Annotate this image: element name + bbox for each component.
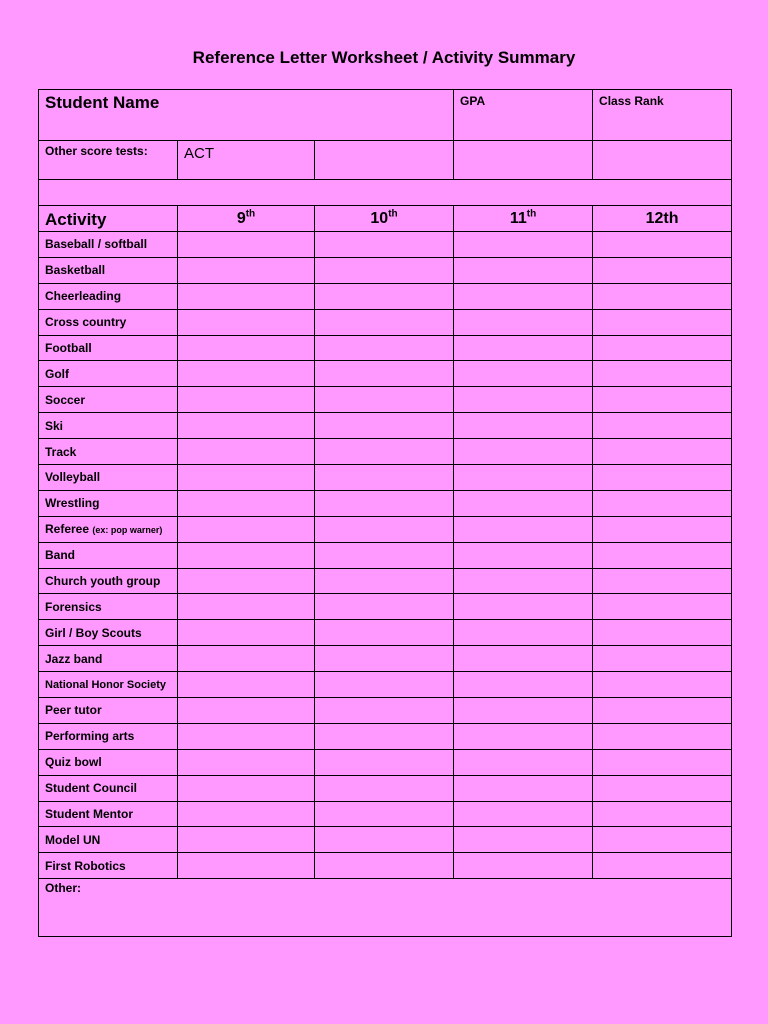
table-row (39, 232, 732, 258)
activity-name (39, 646, 178, 672)
class-rank-field[interactable] (593, 90, 732, 141)
test-scores-row (39, 141, 732, 180)
grade-cell[interactable] (315, 387, 454, 413)
grade-cell[interactable] (454, 801, 593, 827)
class-rank-label: Class Rank (599, 94, 664, 108)
activity-label: Jazz band (45, 651, 103, 666)
table-row (39, 723, 732, 749)
activity-name (39, 232, 178, 258)
activity-name (39, 490, 178, 516)
test-score-field[interactable] (454, 141, 593, 180)
grade-cell[interactable] (454, 387, 593, 413)
activity-name (39, 723, 178, 749)
page-title: Reference Letter Worksheet / Activity Summary (192, 48, 576, 67)
activity-name (39, 283, 178, 309)
activity-name (39, 361, 178, 387)
table-row (39, 749, 732, 775)
activity-label: Golf (45, 366, 69, 381)
grade-cell[interactable] (454, 542, 593, 568)
table-row (39, 490, 732, 516)
grade-cell[interactable] (454, 568, 593, 594)
activity-label: Wrestling (45, 496, 100, 511)
grade-cell[interactable] (315, 749, 454, 775)
grade-cell[interactable] (315, 620, 454, 646)
activity-name (39, 620, 178, 646)
grade-cell[interactable] (454, 335, 593, 361)
activity-column-header: Activity (39, 206, 178, 232)
table-row (39, 361, 732, 387)
activity-label: Model UN (45, 832, 101, 847)
grade-cell[interactable] (454, 309, 593, 335)
activity-label: Quiz bowl (45, 755, 102, 770)
grade-cell[interactable] (178, 361, 315, 387)
activity-label: Band (45, 548, 75, 563)
activity-name (39, 672, 178, 698)
grade-cell[interactable] (593, 646, 732, 672)
grade-cell[interactable] (593, 413, 732, 439)
activity-label: Girl / Boy Scouts (45, 625, 142, 640)
grade-cell[interactable] (454, 439, 593, 465)
grade-cell[interactable] (454, 232, 593, 258)
grade-cell[interactable] (593, 465, 732, 491)
grade-cell[interactable] (593, 801, 732, 827)
grade-header: 12th (593, 206, 732, 232)
activity-label: Cheerleading (45, 289, 122, 304)
grade-cell[interactable] (454, 723, 593, 749)
activity-label: Student Mentor (45, 807, 133, 822)
grade-header: 11th (454, 206, 593, 232)
activity-name (39, 387, 178, 413)
table-row (39, 801, 732, 827)
grade-cell[interactable] (593, 698, 732, 724)
activity-label: Baseball / softball (45, 237, 148, 252)
grade-cell[interactable] (593, 516, 732, 542)
blank-field[interactable] (39, 180, 732, 206)
grade-header-row (39, 206, 732, 232)
grade-cell[interactable] (454, 620, 593, 646)
grade-cell[interactable] (315, 646, 454, 672)
grade-cell[interactable] (178, 568, 315, 594)
grade-cell[interactable] (315, 698, 454, 724)
grade-cell[interactable] (454, 594, 593, 620)
grade-cell[interactable] (593, 749, 732, 775)
grade-cell[interactable] (178, 309, 315, 335)
activity-name (39, 465, 178, 491)
grade-cell[interactable] (315, 853, 454, 879)
activity-name (39, 542, 178, 568)
activity-label: Church youth group (45, 574, 161, 589)
grade-cell[interactable] (178, 646, 315, 672)
grade-cell[interactable] (178, 749, 315, 775)
activity-label: Cross country (45, 315, 127, 330)
grade-cell[interactable] (315, 439, 454, 465)
grade-cell[interactable] (178, 335, 315, 361)
activity-name (39, 309, 178, 335)
other-activities-row (39, 879, 732, 937)
grade-cell[interactable] (593, 594, 732, 620)
other-activities-field[interactable] (39, 879, 732, 937)
grade-cell[interactable] (593, 335, 732, 361)
grade-cell[interactable] (315, 309, 454, 335)
activity-label: Referee (45, 522, 90, 537)
grade-cell[interactable] (593, 827, 732, 853)
table-row (39, 568, 732, 594)
table-row (39, 698, 732, 724)
activity-name (39, 568, 178, 594)
grade-cell[interactable] (593, 490, 732, 516)
grade-cell[interactable] (178, 672, 315, 698)
grade-cell[interactable] (454, 257, 593, 283)
grade-cell[interactable] (315, 465, 454, 491)
activity-label: Track (45, 444, 77, 459)
table-row (39, 620, 732, 646)
grade-cell[interactable] (454, 672, 593, 698)
table-row (39, 309, 732, 335)
activity-label: Ski (45, 418, 64, 433)
activity-note: (ex: pop warner) (92, 525, 163, 536)
grade-cell[interactable] (178, 283, 315, 309)
grade-cell[interactable] (593, 361, 732, 387)
table-row (39, 335, 732, 361)
activity-name (39, 439, 178, 465)
spacer-row (39, 180, 732, 206)
grade-cell[interactable] (178, 232, 315, 258)
grade-cell[interactable] (593, 542, 732, 568)
grade-cell[interactable] (315, 232, 454, 258)
activity-label: National Honor Society (45, 678, 167, 691)
grade-cell[interactable] (454, 827, 593, 853)
activity-name (39, 335, 178, 361)
grade-cell[interactable] (593, 723, 732, 749)
test-score-field[interactable] (593, 141, 732, 180)
grade-cell[interactable] (593, 775, 732, 801)
grade-cell[interactable] (454, 465, 593, 491)
student-info-row (39, 90, 732, 141)
grade-cell[interactable] (454, 646, 593, 672)
grade-cell[interactable] (178, 723, 315, 749)
grade-cell[interactable] (593, 672, 732, 698)
table-row (39, 594, 732, 620)
activity-label: Peer tutor (45, 703, 102, 718)
grade-cell[interactable] (454, 775, 593, 801)
grade-cell[interactable] (315, 361, 454, 387)
grade-cell[interactable] (178, 465, 315, 491)
grade-cell[interactable] (593, 232, 732, 258)
grade-cell[interactable] (178, 827, 315, 853)
grade-cell[interactable] (315, 413, 454, 439)
worksheet-table (38, 89, 732, 937)
gpa-label: GPA (460, 94, 486, 108)
activity-name (39, 594, 178, 620)
test-score-field[interactable] (315, 141, 454, 180)
grade-cell[interactable] (315, 490, 454, 516)
grade-cell[interactable] (178, 413, 315, 439)
grade-cell[interactable] (454, 361, 593, 387)
grade-cell[interactable] (178, 594, 315, 620)
grade-cell[interactable] (593, 853, 732, 879)
grade-cell[interactable] (315, 542, 454, 568)
table-row (39, 257, 732, 283)
grade-cell[interactable] (178, 542, 315, 568)
grade-cell[interactable] (315, 775, 454, 801)
grade-cell[interactable] (315, 283, 454, 309)
grade-cell[interactable] (315, 335, 454, 361)
grade-cell[interactable] (454, 490, 593, 516)
table-row (39, 283, 732, 309)
table-row (39, 672, 732, 698)
table-row (39, 827, 732, 853)
grade-cell[interactable] (178, 257, 315, 283)
grade-cell[interactable] (593, 309, 732, 335)
table-row (39, 413, 732, 439)
gpa-field[interactable] (454, 90, 593, 141)
activity-name (39, 413, 178, 439)
grade-cell[interactable] (178, 801, 315, 827)
activity-label: Volleyball (45, 470, 101, 485)
grade-cell[interactable] (178, 387, 315, 413)
student-name-label: Student Name (45, 93, 160, 112)
activity-name (39, 801, 178, 827)
grade-cell[interactable] (454, 283, 593, 309)
grade-header: 9th (178, 206, 315, 232)
grade-cell[interactable] (593, 439, 732, 465)
table-row (39, 516, 732, 542)
table-row (39, 465, 732, 491)
table-row (39, 646, 732, 672)
grade-cell[interactable] (178, 490, 315, 516)
table-row (39, 853, 732, 879)
grade-cell[interactable] (315, 516, 454, 542)
grade-header: 10th (315, 206, 454, 232)
activity-label: Basketball (45, 263, 106, 278)
table-row (39, 542, 732, 568)
grade-cell[interactable] (454, 413, 593, 439)
grade-cell[interactable] (593, 257, 732, 283)
grade-cell[interactable] (593, 387, 732, 413)
grade-cell[interactable] (178, 853, 315, 879)
activity-label: Soccer (45, 392, 86, 407)
activity-label: Student Council (45, 781, 137, 796)
grade-cell[interactable] (593, 568, 732, 594)
student-name-field[interactable] (39, 90, 454, 141)
activity-name (39, 698, 178, 724)
grade-cell[interactable] (315, 723, 454, 749)
grade-cell[interactable] (178, 698, 315, 724)
grade-cell[interactable] (315, 594, 454, 620)
other-label: Other: (45, 881, 81, 896)
grade-cell[interactable] (178, 516, 315, 542)
other-tests-label: Other score tests: (39, 141, 178, 180)
table-row (39, 387, 732, 413)
act-score-field[interactable] (178, 141, 315, 180)
activity-label: First Robotics (45, 858, 126, 873)
grade-cell[interactable] (454, 853, 593, 879)
activity-name (39, 775, 178, 801)
grade-cell[interactable] (454, 516, 593, 542)
grade-cell[interactable] (593, 620, 732, 646)
table-row (39, 439, 732, 465)
table-row (39, 775, 732, 801)
grade-cell[interactable] (178, 775, 315, 801)
grade-cell[interactable] (315, 257, 454, 283)
activity-name (39, 827, 178, 853)
grade-cell[interactable] (315, 672, 454, 698)
activity-name (39, 257, 178, 283)
grade-cell[interactable] (315, 801, 454, 827)
activity-name (39, 516, 178, 542)
grade-cell[interactable] (593, 283, 732, 309)
activity-label: Forensics (45, 599, 102, 614)
activity-name (39, 749, 178, 775)
activity-name (39, 853, 178, 879)
grade-cell[interactable] (315, 568, 454, 594)
grade-cell[interactable] (454, 698, 593, 724)
grade-cell[interactable] (315, 827, 454, 853)
grade-cell[interactable] (178, 620, 315, 646)
grade-cell[interactable] (454, 749, 593, 775)
activity-label: Football (45, 341, 92, 355)
act-label: ACT (184, 145, 214, 162)
grade-cell[interactable] (178, 439, 315, 465)
activity-label: Performing arts (45, 729, 135, 744)
